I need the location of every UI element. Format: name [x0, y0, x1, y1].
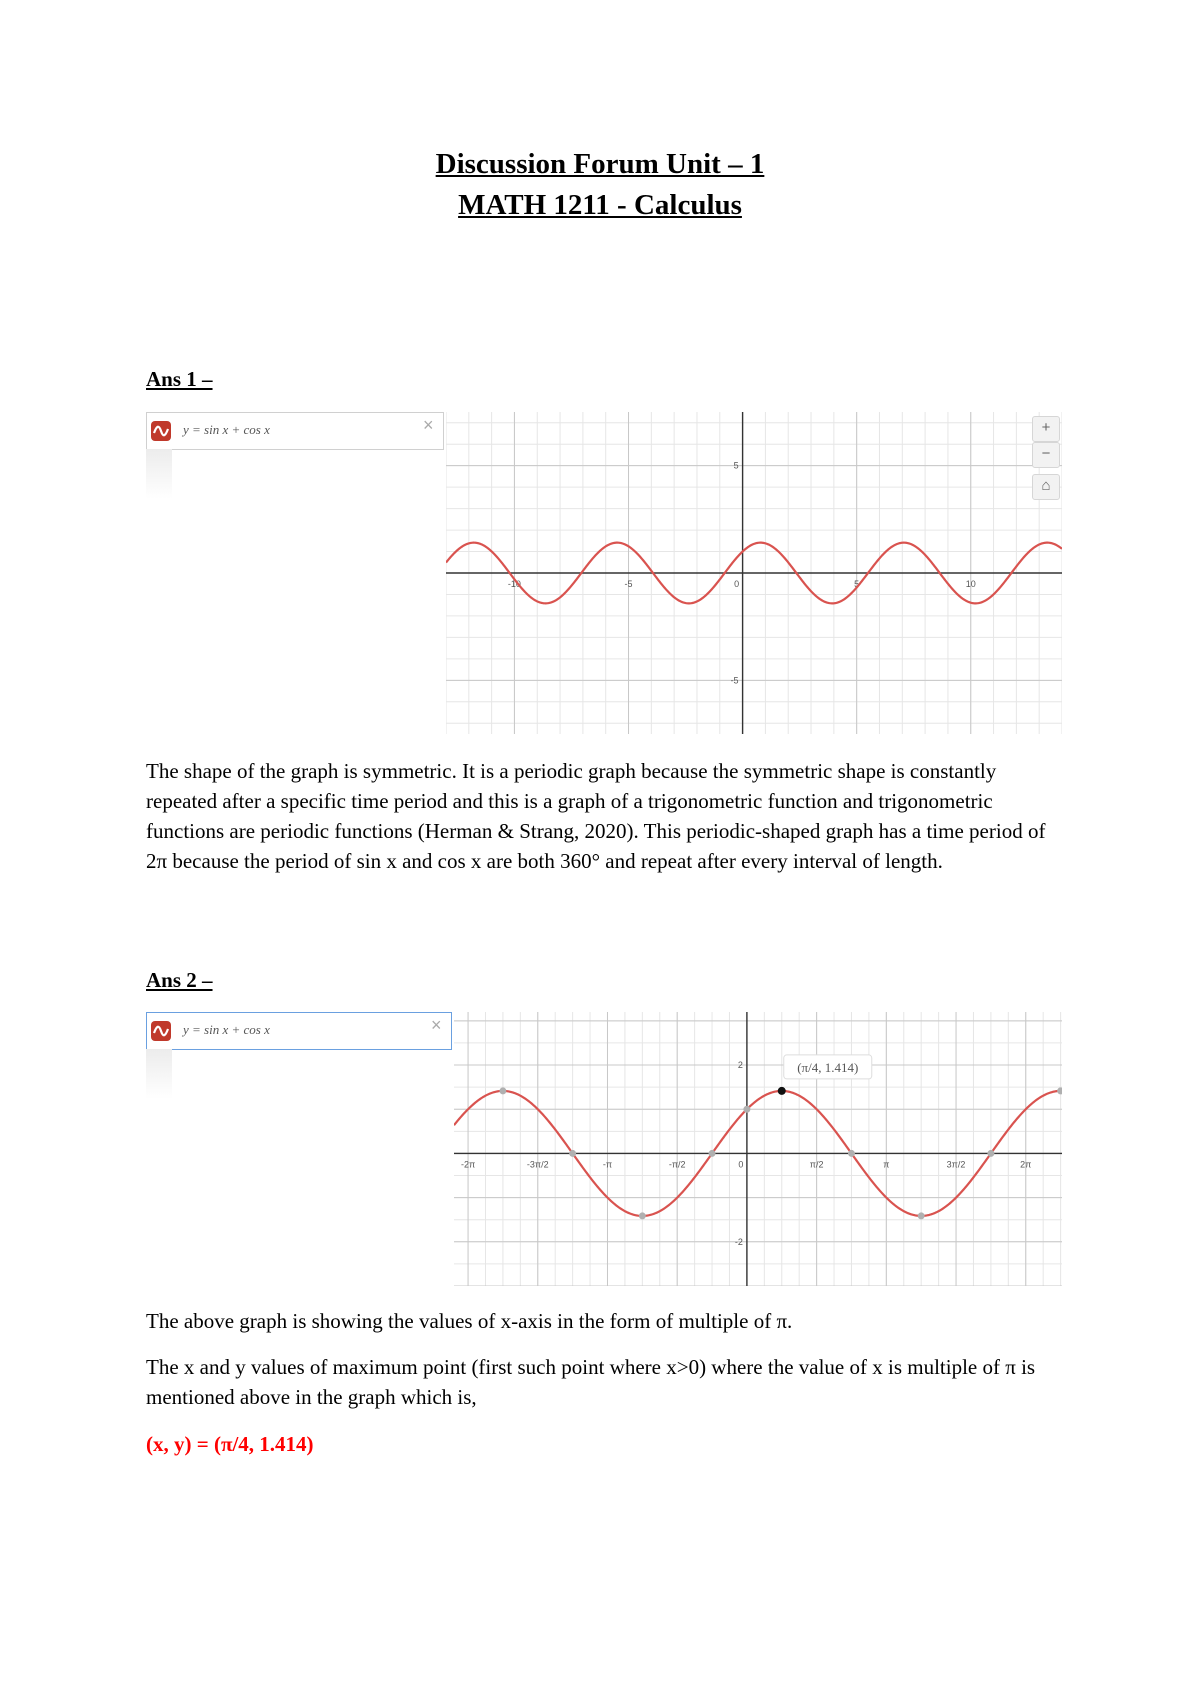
ans1-graph-canvas[interactable]	[446, 412, 1062, 734]
ans1-expression-panel	[146, 412, 446, 502]
document-subtitle: MATH 1211 - Calculus	[458, 189, 742, 221]
key-point	[1057, 1087, 1062, 1094]
key-point	[848, 1150, 855, 1157]
x-tick-label: 0	[734, 579, 740, 589]
key-point	[499, 1087, 506, 1094]
ans2-side-strip	[146, 1049, 172, 1099]
key-point	[639, 1212, 646, 1219]
x-tick-label: π	[883, 1159, 890, 1170]
close-icon[interactable]: ×	[423, 415, 434, 435]
ans2-result: (x, y) = (π/4, 1.414)	[146, 1432, 314, 1456]
key-point	[987, 1150, 994, 1157]
ans1-heading: Ans 1 –	[146, 367, 213, 391]
ans2-expression-text[interactable]: y = sin x + cos x	[183, 1022, 270, 1037]
y-tick-label: 5	[733, 460, 739, 471]
ans1-graph[interactable]	[446, 412, 1062, 734]
key-point	[918, 1212, 925, 1219]
desmos-logo-icon	[151, 1021, 171, 1041]
key-point	[709, 1150, 716, 1157]
x-tick-label: 10	[965, 579, 976, 589]
x-tick-label: π/2	[809, 1159, 824, 1170]
x-tick-label: -π/2	[668, 1159, 686, 1170]
x-tick-label: -5	[624, 579, 633, 589]
x-tick-label: 5	[854, 579, 860, 589]
x-tick-label: -2π	[460, 1159, 476, 1170]
home-button[interactable]: ⌂	[1032, 474, 1060, 500]
x-tick-label: 2π	[1020, 1159, 1032, 1170]
key-point	[743, 1106, 750, 1113]
ans2-graph-canvas[interactable]	[454, 1012, 1062, 1286]
ans2-graph[interactable]	[454, 1012, 1062, 1286]
close-icon[interactable]: ×	[431, 1015, 442, 1035]
ans2-paragraph-2: The x and y values of maximum point (first such point where x>0) where the value of x is multiple of π is mentioned above in the graph which is,	[146, 1355, 1036, 1409]
ans1-paragraph: The shape of the graph is symmetric. It is a periodic graph because the symmetric shape is constantly repeated after a specific time period and this is a graph of a trigonometric function and trigonometric functions are periodic functions (Herman & Strang, 2020). This periodic-shaped graph has a time period of 2π because the period of sin x and cos x are both 360° and repeat after every interval of length.	[146, 759, 1046, 873]
x-tick-label: -π	[602, 1159, 613, 1170]
desmos-logo-icon	[151, 421, 171, 441]
x-tick-label: -10	[507, 579, 521, 589]
ans2-expression-panel	[146, 1012, 454, 1102]
zoom-in-button[interactable]: +	[1032, 416, 1060, 442]
ans2-paragraph-1: The above graph is showing the values of x-axis in the form of multiple of π.	[146, 1309, 793, 1333]
highlight-point	[778, 1087, 786, 1095]
x-tick-label: 3π/2	[946, 1159, 966, 1170]
ans1-side-strip	[146, 449, 172, 499]
y-tick-label: -5	[730, 675, 739, 686]
y-tick-label: -2	[734, 1236, 743, 1247]
x-tick-label: -3π/2	[526, 1159, 549, 1170]
ans2-heading: Ans 2 –	[146, 968, 213, 992]
x-tick-label: 0	[738, 1159, 744, 1170]
document-title: Discussion Forum Unit – 1	[435, 148, 765, 180]
y-tick-label: 2	[737, 1060, 743, 1071]
ans1-expression-row[interactable]	[146, 412, 444, 450]
point-label: (π/4, 1.414)	[797, 1059, 859, 1075]
key-point	[569, 1150, 576, 1157]
ans1-expression-text[interactable]: y = sin x + cos x	[183, 422, 270, 437]
zoom-out-button[interactable]: −	[1032, 442, 1060, 468]
ans2-expression-row[interactable]	[146, 1012, 452, 1050]
